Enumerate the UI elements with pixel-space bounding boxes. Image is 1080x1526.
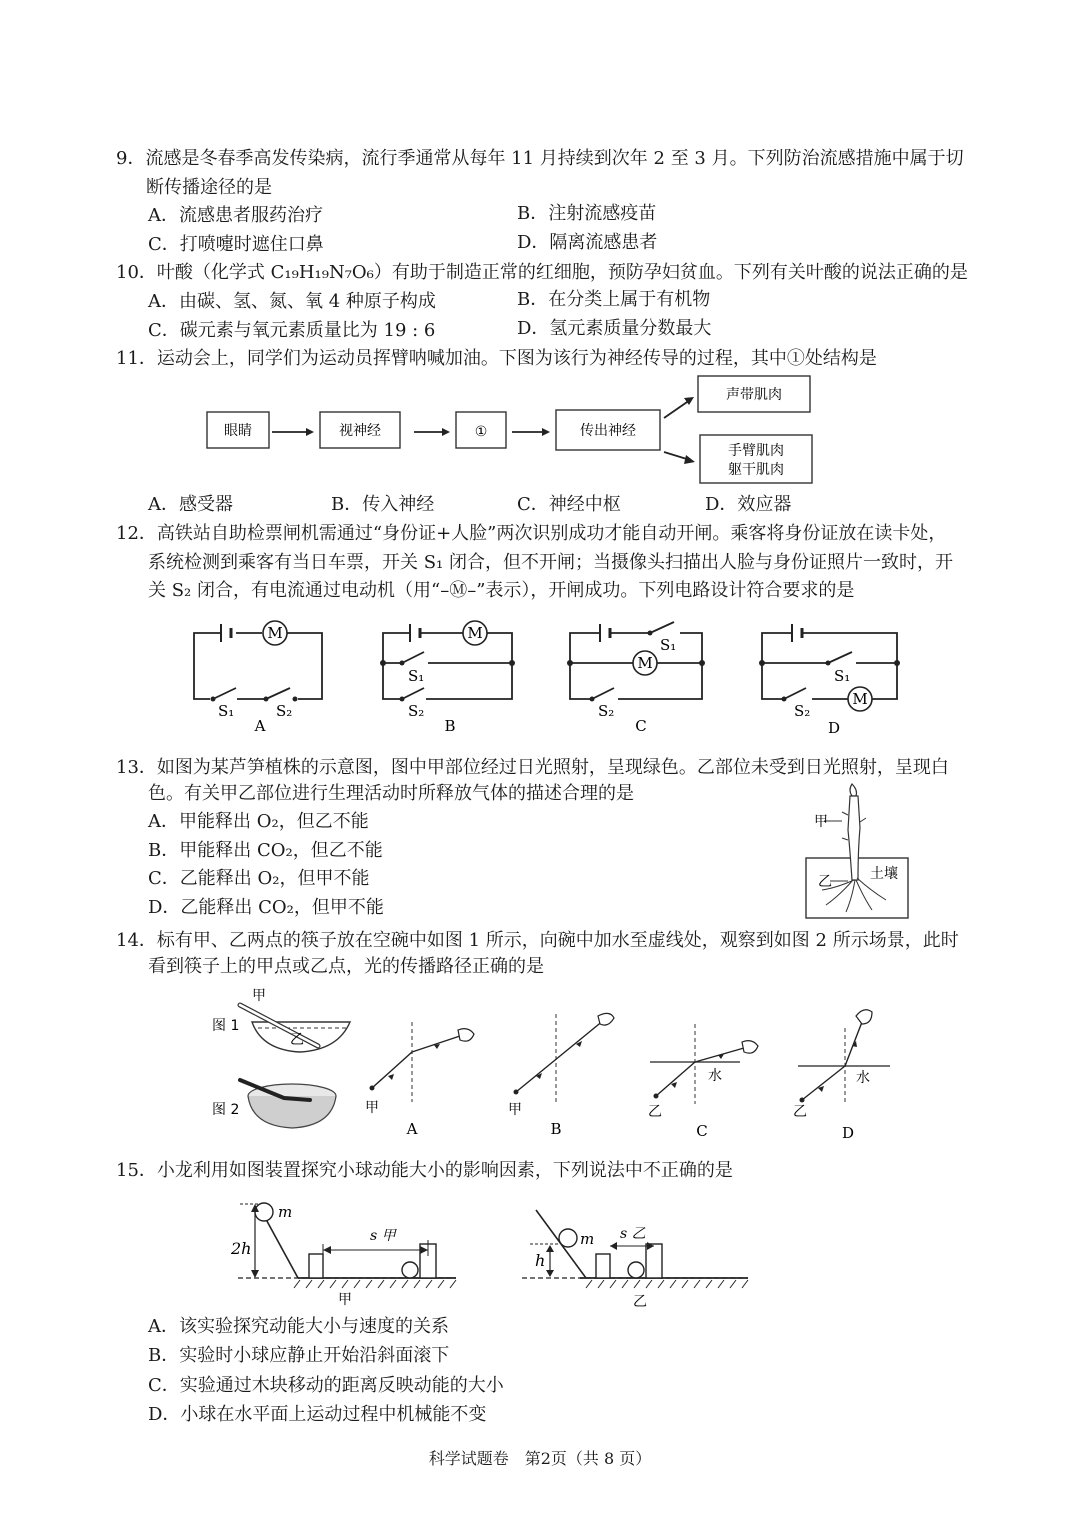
q12-label-a: A	[254, 717, 266, 735]
s2-label-a: S₂	[276, 702, 293, 720]
q10-option-d: D．氢元素质量分数最大	[517, 318, 712, 339]
q12-stem-line1: 12．高铁站自助检票闸机需通过“身份证+人脸”两次识别成功才能自动开闸。乘客将身份证放在读卡处，	[116, 523, 947, 544]
motor-label-b: M	[467, 624, 483, 642]
s2-label-b: S₂	[408, 702, 425, 720]
q12-circuit-d	[759, 624, 900, 720]
q14-fig2-label: 图 2	[212, 1102, 240, 1118]
q12-label-d: D	[827, 719, 841, 737]
q11-option-d: D．效应器	[705, 494, 792, 515]
q14-d-yi: 乙	[793, 1104, 807, 1120]
box-vocal-label: 声带肌肉	[726, 387, 782, 403]
q12-circuit-c	[567, 622, 705, 720]
q9-stem-line2: 断传播途径的是	[146, 177, 272, 198]
q13-stem-line1: 13．如图为某芦笋植株的示意图，图中甲部位经过日光照射，呈现绿色。乙部位未受到日光照射，呈现白	[116, 757, 949, 778]
q15-yi-h: h	[535, 1251, 546, 1270]
q15-option-b: B．实验时小球应静止开始沿斜面滚下	[148, 1345, 450, 1366]
box-efferent-label: 传出神经	[580, 423, 636, 439]
q14-b-jia: 甲	[508, 1102, 522, 1118]
q13-label-yi: 乙	[818, 874, 832, 890]
q12-stem-line2: 系统检测到乘客有当日车票，开关 S₁ 闭合，但不开闸；当摄像头扫描出人脸与身份证照片一致时，开	[148, 552, 953, 573]
q15-jia-m: m	[278, 1203, 293, 1221]
q12-circuit-b	[380, 621, 515, 720]
q14-option-a-diagram	[365, 1022, 474, 1116]
q13-option-c: C．乙能释出 O₂，但甲不能	[148, 868, 370, 889]
q11-stem: 11．运动会上，同学们为运动员挥臂呐喊加油。下图为该行为神经传导的过程，其中①处结构是	[116, 348, 877, 369]
box-eye-label: 眼睛	[224, 423, 252, 439]
q14-stem-line2: 看到筷子上的甲点或乙点，光的传播路径正确的是	[148, 956, 544, 977]
q10-stem-line1: 10．叶酸（化学式 C₁₉H₁₉N₇O₆）有助于制造正常的红细胞，预防孕妇贫血。下列有关叶酸的说法正确的是	[116, 262, 968, 283]
q13-label-jia: 甲	[814, 814, 828, 830]
q14-fig1-label: 图 1	[212, 1018, 240, 1034]
q11-option-a: A．感受器	[148, 494, 233, 515]
q11-option-c: C．神经中枢	[517, 494, 621, 515]
s2-label-c: S₂	[598, 702, 615, 720]
q12-circuit-a	[194, 621, 322, 720]
q15-yi-label: 乙	[633, 1294, 647, 1310]
q14-figure-bowl2	[212, 1080, 336, 1128]
q14-option-c-diagram	[648, 1024, 758, 1120]
q15-yi-m: m	[580, 1230, 595, 1248]
q15-jia-2h: 2h	[231, 1239, 252, 1258]
q14-figure-bowl1	[212, 988, 350, 1052]
box-trunk-label: 躯干肌肉	[728, 462, 784, 478]
s2-label-d: S₂	[794, 702, 811, 720]
box-arm-label: 手臂肌肉	[728, 443, 784, 459]
q12-stem-line3: 关 S₂ 闭合，有电流通过电动机（用“–Ⓜ–”表示），开闸成功。下列电路设计符合要求的是	[148, 580, 855, 601]
q15-figure-jia	[230, 1203, 456, 1308]
q14-fig1-jia: 甲	[252, 988, 266, 1004]
q9-option-c: C．打喷嚏时遮住口鼻	[148, 234, 324, 255]
q13-asparagus-figure	[806, 784, 908, 918]
q11-reflex-diagram	[207, 376, 812, 483]
q13-option-a: A．甲能释出 O₂，但乙不能	[148, 811, 369, 832]
q15-jia-label: 甲	[338, 1292, 352, 1308]
q15-option-a: A．该实验探究动能大小与速度的关系	[148, 1316, 449, 1337]
q12-label-c: C	[635, 717, 647, 735]
q14-stem-line1: 14．标有甲、乙两点的筷子放在空碗中如图 1 所示，向碗中加水至虚线处，观察到如图 2 所示场景，此时	[116, 930, 959, 951]
q10-option-a: A．由碳、氢、氮、氧 4 种原子构成	[148, 291, 436, 312]
q13-option-b: B．甲能释出 CO₂，但乙不能	[148, 840, 383, 861]
s1-label-d: S₁	[834, 667, 851, 685]
q9-option-b: B．注射流感疫苗	[517, 203, 657, 224]
s1-label-b: S₁	[408, 667, 425, 685]
q14-label-a: A	[406, 1120, 418, 1138]
q15-yi-s: s 乙	[620, 1226, 646, 1242]
page-footer: 科学试题卷 第2页（共 8 页）	[428, 1449, 652, 1468]
q10-option-c: C．碳元素与氧元素质量比为 19 : 6	[148, 320, 436, 341]
motor-label-a: M	[267, 624, 283, 642]
motor-label-c: M	[637, 654, 653, 672]
box-center-label: ①	[474, 424, 488, 440]
q15-stem: 15．小龙利用如图装置探究小球动能大小的影响因素，下列说法中不正确的是	[116, 1160, 733, 1181]
q14-c-yi: 乙	[648, 1104, 662, 1120]
q11-option-b: B．传入神经	[331, 494, 435, 515]
q9-stem-line1: 9．流感是冬春季高发传染病，流行季通常从每年 11 月持续到次年 2 至 3 月。下列防治流感措施中属于切	[116, 148, 964, 169]
q14-c-water: 水	[708, 1068, 722, 1084]
q12-label-b: B	[444, 717, 456, 735]
q14-fig1-yi: 乙	[290, 1032, 304, 1048]
q14-label-b: B	[550, 1120, 562, 1138]
q9-option-a: A．流感患者服药治疗	[148, 205, 323, 226]
q15-jia-s: s 甲	[370, 1228, 396, 1244]
q14-d-water: 水	[856, 1070, 870, 1086]
box-optic-nerve-label: 视神经	[339, 423, 381, 439]
q15-option-d: D．小球在水平面上运动过程中机械能不变	[148, 1404, 487, 1425]
s1-label-a: S₁	[218, 702, 235, 720]
q10-option-b: B．在分类上属于有机物	[517, 289, 711, 310]
q14-label-d: D	[841, 1124, 855, 1142]
q14-option-d-diagram	[793, 1010, 890, 1120]
q14-label-c: C	[696, 1122, 708, 1140]
q13-label-soil: 土壤	[870, 866, 898, 882]
q14-option-b-diagram	[508, 1013, 614, 1118]
q9-option-d: D．隔离流感患者	[517, 232, 658, 253]
q14-a-jia: 甲	[365, 1100, 379, 1116]
q15-option-c: C．实验通过木块移动的距离反映动能的大小	[148, 1375, 504, 1396]
q13-stem-line2: 色。有关甲乙部位进行生理活动时所释放气体的描述合理的是	[148, 783, 634, 804]
s1-label-c: S₁	[660, 636, 677, 654]
motor-label-d: M	[852, 690, 868, 708]
q13-option-d: D．乙能释出 CO₂，但甲不能	[148, 897, 384, 918]
q15-figure-yi	[522, 1210, 748, 1310]
